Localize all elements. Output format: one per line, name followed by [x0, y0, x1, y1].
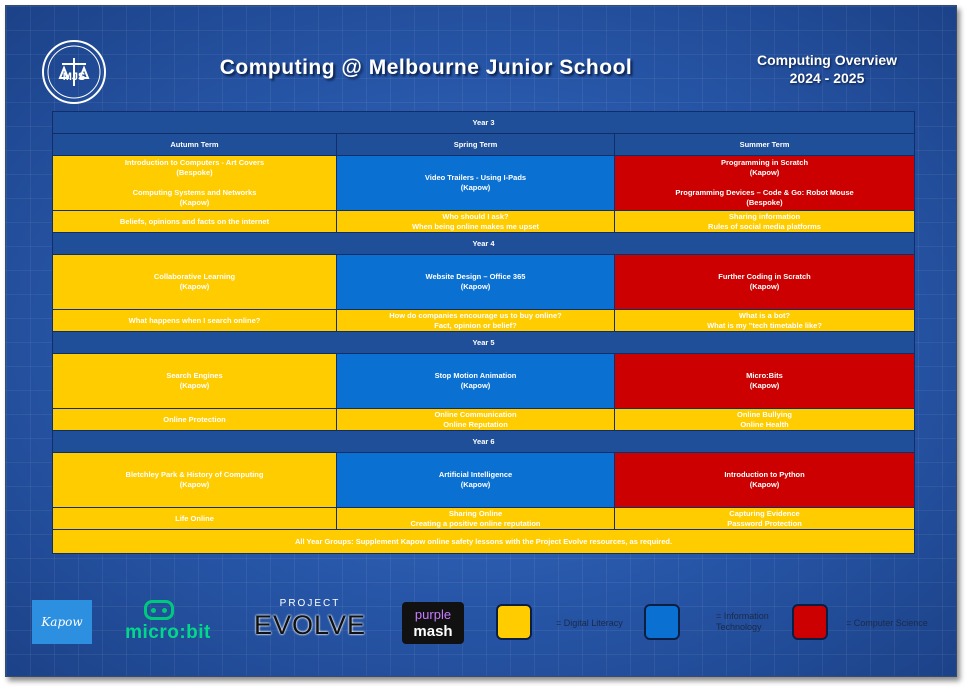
overview-title: Computing Overview: [756, 52, 898, 68]
online-safety-row: [53, 310, 915, 332]
year-label: Year 4: [53, 233, 915, 255]
unit-cell: [53, 354, 337, 409]
unit-source: (Kapow): [179, 198, 210, 207]
key-label-information-technology: = Information Technology: [716, 611, 769, 632]
unit-source: (Kapow): [179, 282, 210, 291]
safety-topic: Fact, opinion or belief?: [434, 320, 517, 330]
year-header-row: [53, 431, 915, 453]
safety-cell: [53, 211, 337, 233]
safety-topic: What is my "tech timetable like?: [707, 320, 822, 330]
unit-source: (Kapow): [460, 480, 491, 489]
svg-text:MJS: MJS: [62, 71, 86, 83]
footer-note: All Year Groups: Supplement Kapow online safety lessons with the Project Evolve resources, as required.: [53, 530, 915, 554]
unit-cell: [53, 156, 337, 211]
purple-mash-logo: [402, 602, 464, 644]
safety-cell: [615, 310, 915, 332]
safety-cell: [337, 508, 615, 530]
unit-title: Further Coding in Scratch: [718, 272, 811, 281]
safety-cell: [615, 508, 915, 530]
unit-cell: [53, 255, 337, 310]
safety-topic: Online Reputation: [443, 419, 508, 429]
unit-title: Micro:Bits: [746, 371, 783, 380]
safety-cell: [53, 310, 337, 332]
unit-title: Video Trailers - Using I-Pads: [424, 173, 527, 182]
year-label: Year 3: [53, 112, 915, 134]
overview-poster: [5, 5, 957, 677]
year-header-row: [53, 233, 915, 255]
footer-row: [53, 530, 915, 554]
online-safety-row: [53, 409, 915, 431]
kapow-logo: Kapow: [32, 600, 92, 644]
year-header-row: [53, 332, 915, 354]
safety-topic: Capturing Evidence: [729, 508, 800, 518]
unit-source: (Kapow): [460, 381, 491, 390]
term-header: Autumn Term: [53, 134, 337, 156]
unit-source: (Bespoke): [746, 198, 783, 207]
purple-mash-word-1: purple: [414, 607, 452, 622]
curriculum-table: [52, 111, 915, 554]
safety-cell: [53, 508, 337, 530]
term-header-row: [53, 134, 915, 156]
unit-cell: [615, 255, 915, 310]
key-label-digital-literacy: = Digital Literacy: [556, 618, 623, 628]
safety-topic: Online Communication: [434, 409, 517, 419]
safety-topic: Sharing Online: [448, 508, 503, 518]
unit-row: [53, 354, 915, 409]
safety-cell: [615, 409, 915, 431]
safety-topic: Sharing information: [728, 211, 801, 221]
school-crest-logo: [42, 40, 106, 104]
safety-topic: How do companies encourage us to buy online?: [389, 310, 562, 320]
safety-cell: [337, 310, 615, 332]
unit-source: (Kapow): [460, 183, 491, 192]
safety-cell: [337, 211, 615, 233]
unit-cell: [337, 156, 615, 211]
safety-topic: Creating a positive online reputation: [410, 518, 541, 528]
safety-topic: Rules of social media platforms: [708, 221, 821, 231]
academic-year: 2024 - 2025: [789, 70, 865, 86]
unit-source: (Bespoke): [176, 168, 213, 177]
unit-title: Introduction to Python: [724, 470, 805, 479]
key-swatch-information-technology: [644, 604, 680, 640]
safety-topic: Life Online: [175, 513, 214, 523]
overview-heading: [742, 51, 912, 87]
term-header: Summer Term: [615, 134, 915, 156]
logo-key-strip: [32, 598, 932, 648]
unit-title: Search Engines: [166, 371, 223, 380]
unit-title: Programming Devices – Code & Go: Robot Mouse: [675, 188, 854, 197]
safety-topic: Online Protection: [163, 414, 226, 424]
unit-spacer: [57, 178, 332, 188]
unit-cell: [337, 453, 615, 508]
key-swatch-digital-literacy: [496, 604, 532, 640]
unit-source: (Kapow): [749, 168, 780, 177]
evolve-project-label: PROJECT: [279, 598, 341, 609]
unit-row: [53, 255, 915, 310]
unit-title: Stop Motion Animation: [434, 371, 517, 380]
unit-title: Collaborative Learning: [153, 272, 236, 281]
safety-topic: Online Health: [740, 419, 789, 429]
unit-cell: [615, 156, 915, 211]
year-label: Year 5: [53, 332, 915, 354]
safety-topic: Who should I ask?: [442, 211, 509, 221]
unit-source: (Kapow): [179, 480, 210, 489]
safety-cell: [337, 409, 615, 431]
key-label-computer-science: = Computer Science: [846, 618, 928, 628]
online-safety-row: [53, 211, 915, 233]
project-evolve-logo: [242, 598, 378, 648]
unit-cell: [337, 255, 615, 310]
unit-row: [53, 156, 915, 211]
evolve-wordmark: EVOLVE: [253, 610, 367, 640]
unit-title: Computing Systems and Networks: [132, 188, 257, 197]
unit-source: (Kapow): [749, 480, 780, 489]
microbit-wordmark: micro:bit: [125, 622, 211, 643]
safety-topic: When being online makes me upset: [411, 221, 540, 231]
unit-title: Bletchley Park & History of Computing: [125, 470, 264, 479]
unit-cell: [615, 354, 915, 409]
online-safety-row: [53, 508, 915, 530]
unit-spacer: [619, 178, 910, 188]
unit-source: (Kapow): [179, 381, 210, 390]
purple-mash-word-2: mash: [413, 623, 453, 640]
safety-topic: What is a bot?: [738, 310, 791, 320]
unit-title: Introduction to Computers - Art Covers: [124, 158, 265, 167]
year-header-row: [53, 112, 915, 134]
safety-topic: Password Protection: [727, 518, 802, 528]
unit-row: [53, 453, 915, 508]
unit-title: Programming in Scratch: [720, 158, 809, 167]
microbit-logo: [118, 598, 218, 648]
safety-topic: What happens when I search online?: [128, 315, 261, 325]
key-swatch-computer-science: [792, 604, 828, 640]
safety-cell: [615, 211, 915, 233]
unit-cell: [615, 453, 915, 508]
unit-cell: [337, 354, 615, 409]
unit-source: (Kapow): [749, 282, 780, 291]
safety-cell: [53, 409, 337, 431]
unit-title: Website Design – Office 365: [425, 272, 526, 281]
term-header: Spring Term: [337, 134, 615, 156]
safety-topic: Beliefs, opinions and facts on the internet: [119, 216, 270, 226]
unit-title: Artificial Intelligence: [438, 470, 513, 479]
microbit-badge-icon: [144, 600, 174, 620]
unit-cell: [53, 453, 337, 508]
school-crest-icon: [44, 42, 104, 102]
page-title: Computing @ Melbourne Junior School: [219, 56, 633, 79]
year-label: Year 6: [53, 431, 915, 453]
unit-source: (Kapow): [460, 282, 491, 291]
safety-topic: Online Bullying: [737, 409, 793, 419]
unit-source: (Kapow): [749, 381, 780, 390]
